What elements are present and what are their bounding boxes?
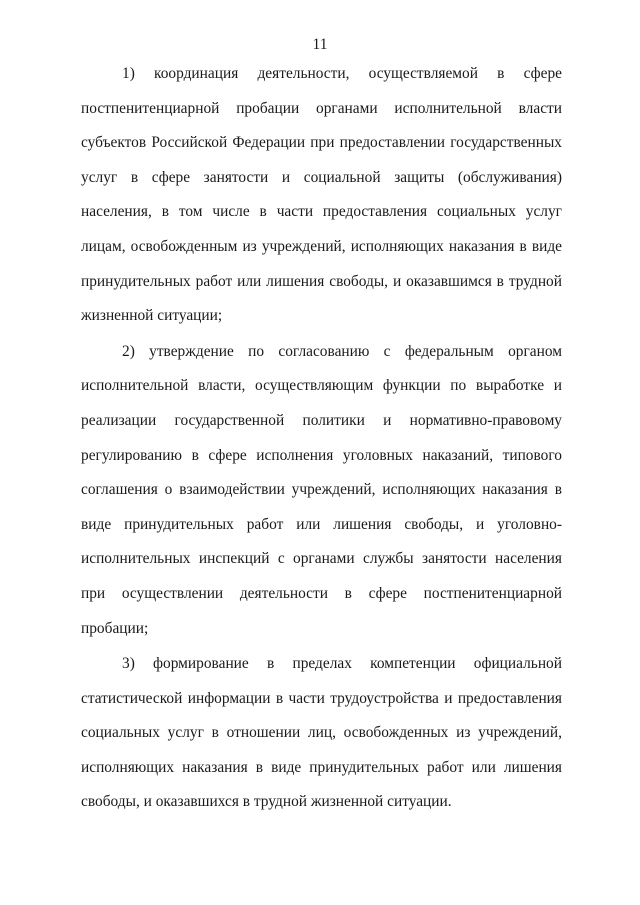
page-number: 11 (312, 36, 328, 53)
list-item-3: 3) формирование в пределах компетенции официальной статистической информации в части трудоустройства и предоставления социальных услуг в отношении лиц, освобожденных из учреждений, исполняющих наказания в виде принудительных работ или лишения свободы, и оказавшихся в трудной жизненной ситуации. (81, 655, 562, 811)
document-body (81, 57, 562, 820)
list-item-2: 2) утверждение по согласованию с федеральным органом исполнительной власти, осуществляющим функции по выработке и реализации государственной политики и нормативно-правовому регулированию в сфере исполнения уголовных наказаний, типового соглашения о взаимодействии учреждений, исполняющих наказания в виде принудительных работ или лишения свободы, и уголовно-исполнительных инспекций с органами службы занятости населения при осуществлении деятельности в сфере постпенитенциарной пробации; (81, 342, 562, 637)
list-item-1: 1) координация деятельности, осуществляемой в сфере постпенитенциарной пробации органами исполнительной власти субъектов Российской Федерации при предоставлении государственных услуг в сфере занятости и социальной защиты (обслуживания) населения, в том числе в части предоставления социальных услуг лицам, освобожденным из учреждений, исполняющих наказания в виде принудительных работ или лишения свободы, и оказавшимся в трудной жизненной ситуации; (81, 65, 562, 325)
